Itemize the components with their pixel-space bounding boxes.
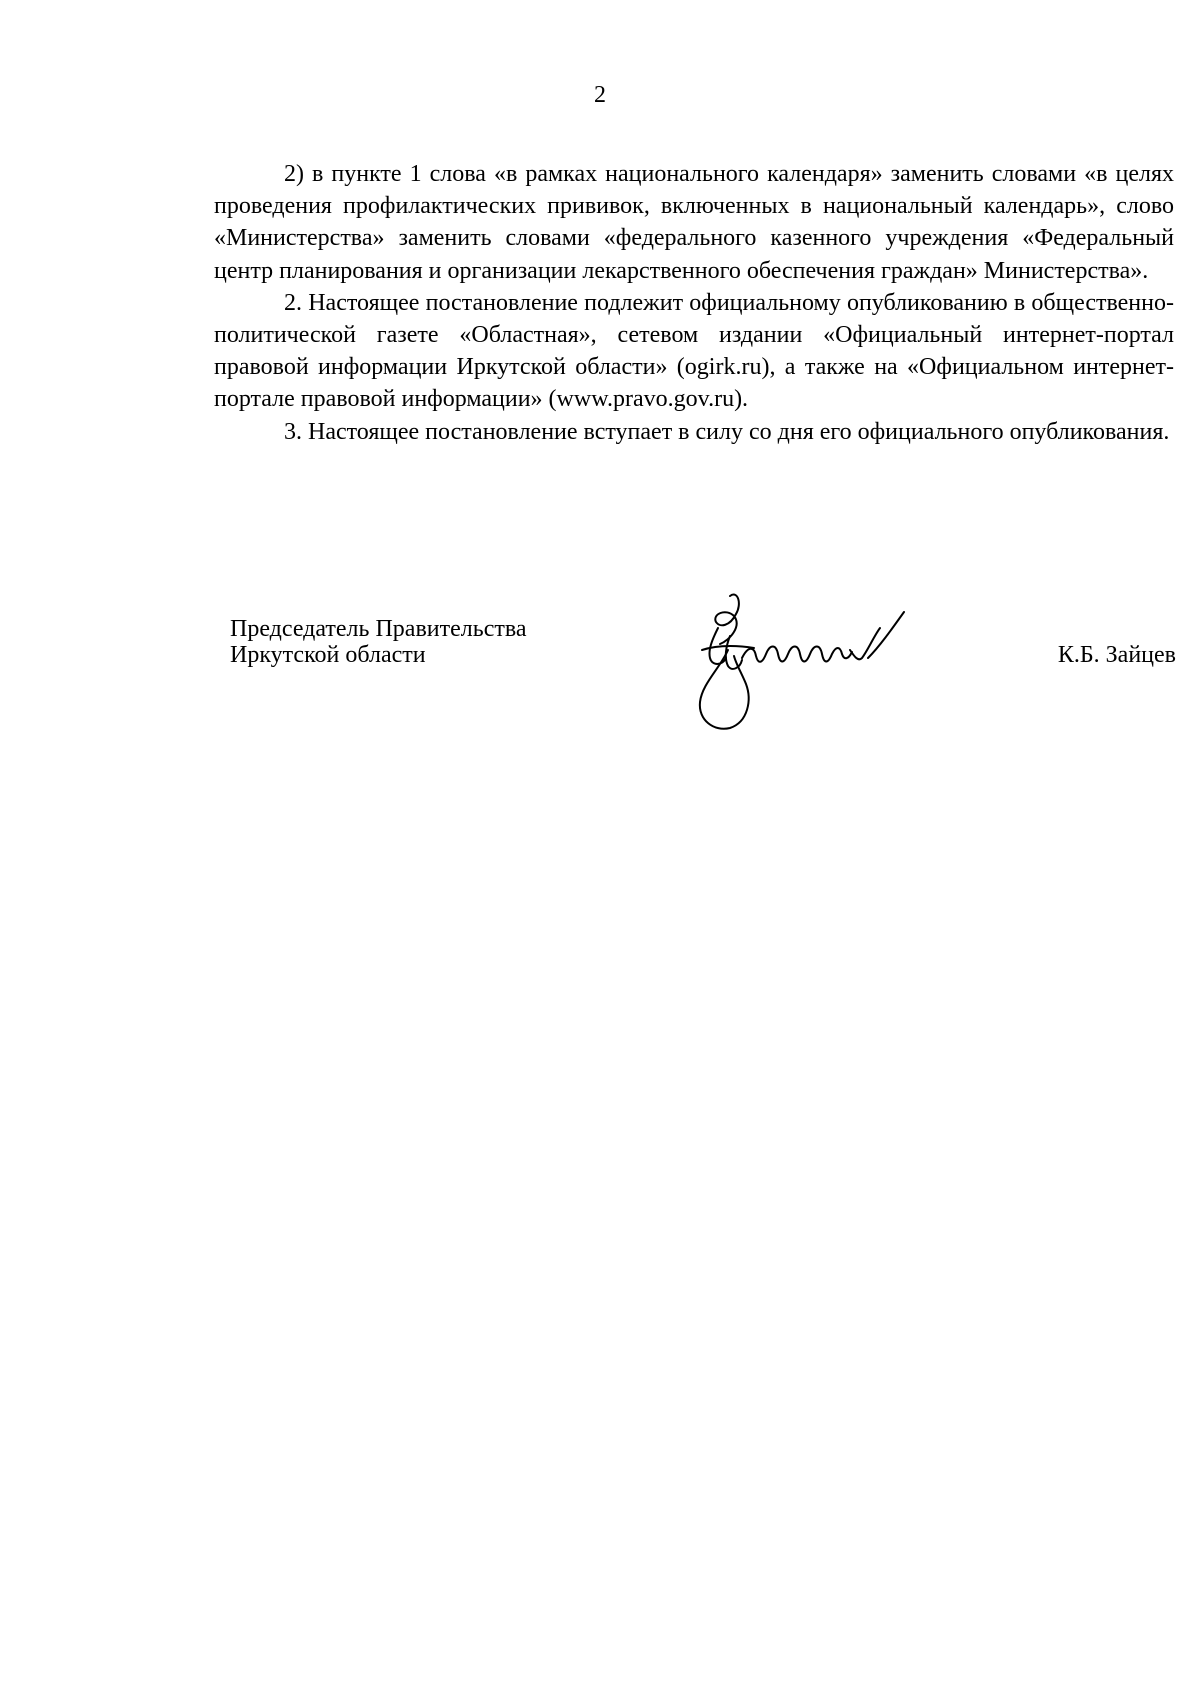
signer-position — [230, 616, 527, 668]
handwritten-signature-icon — [690, 588, 970, 748]
paragraph-effective-date: 3. Настоящее постановление вступает в силу со дня его официального опубликования. — [284, 418, 1170, 445]
page-number: 2 — [594, 82, 606, 108]
signer-position-line2: Иркутской области — [230, 642, 426, 668]
signer-name: К.Б. Зайцев — [1057, 642, 1176, 668]
paragraph-amendment: 2) в пункте 1 слова «в рамках национального календаря» заменить словами «в целях проведения профилактических прививок, включенных в национальный календарь», слово «Министерства» заменить словами «федерального казенного учреждения «Федеральный центр планирования и организации лекарственного обеспечения граждан» Министерства». — [214, 161, 1174, 284]
signer-position-line1: Председатель Правительства — [230, 616, 527, 642]
body-text — [214, 158, 1174, 448]
paragraph-publication: 2. Настоящее постановление подлежит официальному опубликованию в общественно-политической газете «Областная», сетевом издании «Официальный интернет-портал правовой информации Иркутской области» (ogirk.ru), а также на «Официальном интернет-портале правовой информации» (www.pravo.gov.ru). — [214, 289, 1174, 413]
